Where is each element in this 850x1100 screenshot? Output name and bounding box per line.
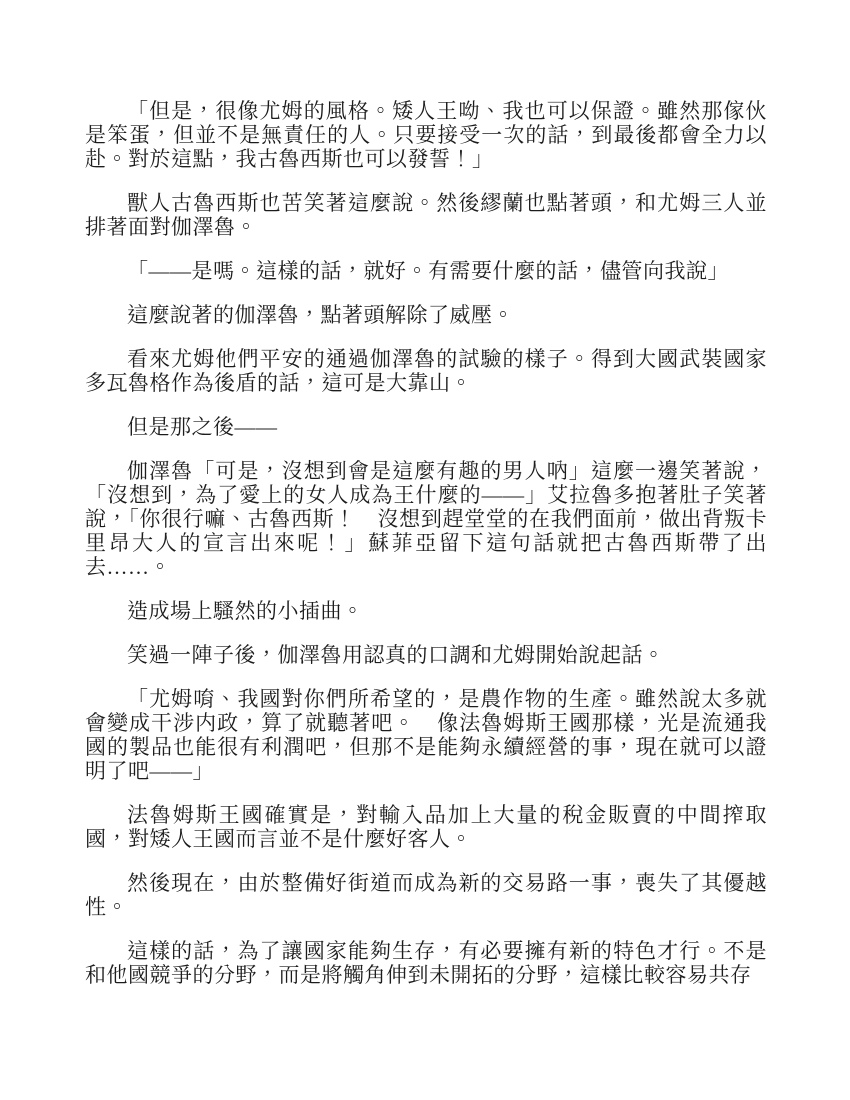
paragraph: 「尤姆唷、我國對你們所希望的，是農作物的生產。雖然說太多就會變成干涉内政，算了就聽著吧。 像法魯姆斯王國那樣，光是流通我國的製品也能很有利潤吧，但那不是能夠永續經營的事，現在就可以證明了吧——」 [85, 687, 767, 783]
paragraph: 伽澤魯「可是，沒想到會是這麼有趣的男人吶」這麼一邊笑著說，「沒想到，為了愛上的女人成為王什麼的——」艾拉魯多抱著肚子笑著說，「你很行嘛、古魯西斯！ 沒想到趕堂堂的在我們面前，做出背叛卡里昂大人的宣言出來呢！」蘇菲亞留下這句話就把古魯西斯帶了出去……。 [85, 459, 767, 579]
paragraph: 獸人古魯西斯也苦笑著這麼說。然後繆蘭也點著頭，和尤姆三人並排著面對伽澤魯。 [85, 191, 767, 239]
paragraph: 「——是嗎。這樣的話，就好。有需要什麼的話，儘管向我說」 [127, 259, 729, 283]
paragraph: 這樣的話，為了讓國家能夠生存，有必要擁有新的特色才行。不是和他國競爭的分野，而是將觸角伸到未開拓的分野，這樣比較容易共存 [85, 939, 767, 987]
paragraph: 這麼說著的伽澤魯，點著頭解除了威壓。 [127, 303, 514, 327]
paragraph: 造成場上騷然的小插曲。 [127, 599, 364, 623]
paragraph: 然後現在，由於整備好街道而成為新的交易路一事，喪失了其優越性。 [85, 871, 767, 919]
paragraph: 「但是，很像尤姆的風格。矮人王呦、我也可以保證。雖然那傢伙是笨蛋，但並不是無責任的人。只要接受一次的話，到最後都會全力以赴。對於這點，我古魯西斯也可以發誓！」 [85, 99, 767, 171]
paragraph: 但是那之後—— [127, 415, 278, 439]
paragraph: 看來尤姆他們平安的通過伽澤魯的試驗的樣子。得到大國武裝國家多瓦魯格作為後盾的話，這可是大靠山。 [85, 347, 767, 395]
paragraph: 法魯姆斯王國確實是，對輸入品加上大量的稅金販賣的中間搾取國，對矮人王國而言並不是什麼好客人。 [85, 803, 767, 851]
paragraph: 笑過一陣子後，伽澤魯用認真的口調和尤姆開始說起話。 [127, 643, 665, 667]
